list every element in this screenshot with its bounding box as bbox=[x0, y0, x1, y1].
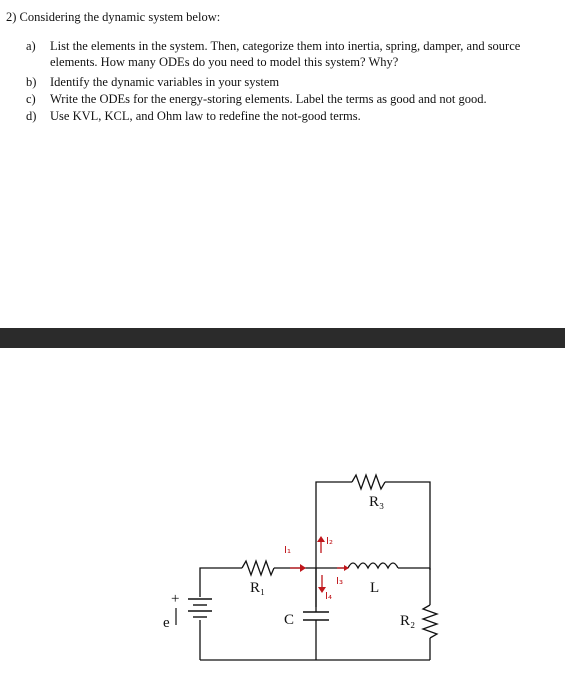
question-item-d bbox=[26, 108, 361, 124]
label-source-e: e bbox=[163, 615, 170, 631]
item-letter: d) bbox=[26, 109, 37, 123]
item-text: Use KVL, KCL, and Ohm law to redefine the not-good terms. bbox=[50, 109, 361, 123]
i3-arrowhead bbox=[344, 565, 349, 571]
annotation-i4: I₄ bbox=[325, 591, 332, 602]
item-letter: c) bbox=[26, 92, 36, 106]
item-text: Write the ODEs for the energy-storing elements. Label the terms as good and not good. bbox=[50, 92, 487, 106]
inductor-l bbox=[348, 563, 398, 568]
resistor-r1 bbox=[242, 561, 274, 575]
question-title: 2) Considering the dynamic system below: bbox=[6, 10, 221, 24]
item-text: List the elements in the system. Then, categorize them into inertia, spring, damper, and source bbox=[50, 39, 521, 53]
item-letter: b) bbox=[26, 75, 37, 89]
question-item-b bbox=[26, 74, 279, 90]
label-l: L bbox=[370, 580, 380, 596]
wire-source-to-r1 bbox=[200, 568, 242, 597]
wire-top-right bbox=[385, 482, 430, 570]
item-letter: a) bbox=[26, 39, 36, 53]
i2-arrowhead bbox=[317, 536, 325, 542]
resistor-r2 bbox=[423, 605, 437, 638]
annotation-i1: I₁ bbox=[284, 545, 291, 556]
circuit-diagram bbox=[0, 348, 565, 695]
item-text-continued: elements. How many ODEs do you need to model this system? Why? bbox=[50, 55, 399, 69]
annotation-i2: I₂ bbox=[326, 536, 333, 547]
item-text: Identify the dynamic variables in your system bbox=[50, 75, 280, 89]
label-c: C bbox=[284, 612, 295, 628]
label-r2: R₂ bbox=[400, 613, 416, 629]
question-item-a bbox=[26, 38, 520, 70]
resistor-r3 bbox=[352, 475, 385, 489]
i1-arrowhead bbox=[300, 564, 306, 572]
separator-band bbox=[0, 328, 565, 348]
label-r3: R₃ bbox=[369, 494, 385, 510]
annotation-i3: I₃ bbox=[336, 576, 343, 587]
question-item-c bbox=[26, 91, 487, 107]
label-r1: R₁ bbox=[250, 580, 266, 596]
label-plus: + bbox=[171, 591, 180, 607]
